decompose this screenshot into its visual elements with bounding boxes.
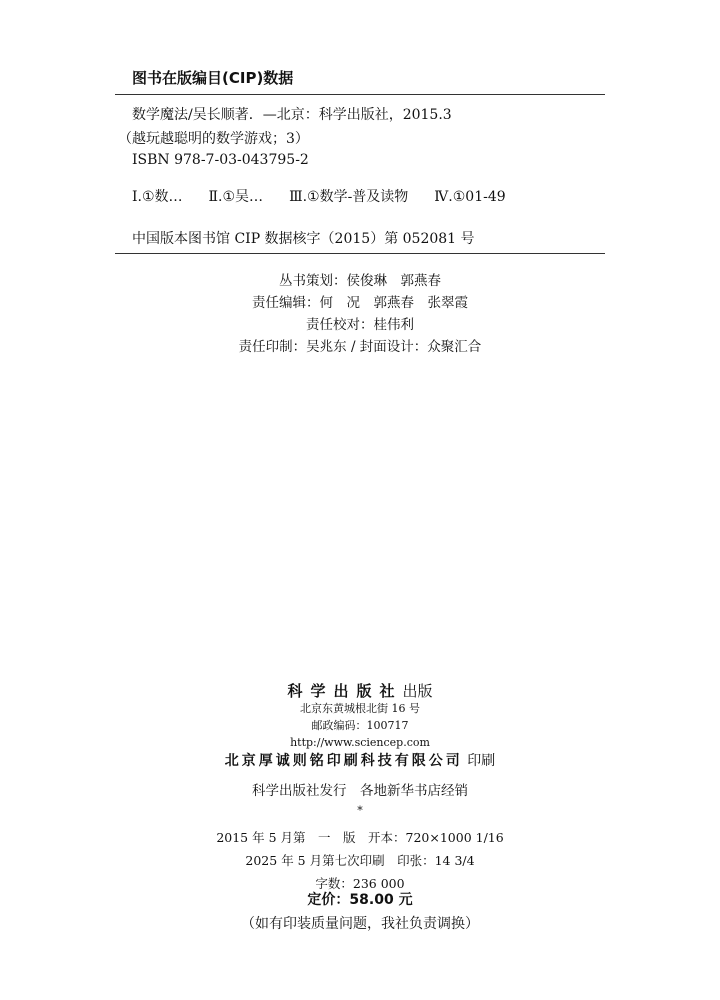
classification-item: Ⅱ.①吴… [208, 189, 264, 205]
classification-item: Ⅰ.①数… [132, 189, 183, 205]
cip-title: 图书在版编目(CIP)数据 [132, 69, 294, 87]
credit-editors: 责任编辑：何 况 郭燕春 张翠霞 [252, 295, 468, 311]
bottom-rule [115, 253, 605, 254]
publisher-suffix: 出版 [402, 682, 433, 700]
publisher-address-block [0, 700, 720, 751]
cip-isbn: ISBN 978-7-03-043795-2 [132, 152, 309, 168]
printer-line [0, 750, 720, 770]
price: 定价：58.00 元 [307, 892, 413, 908]
cip-line-series: （越玩越聪明的数学游戏；3） [118, 131, 309, 147]
publisher-postcode: 邮政编码：100717 [311, 719, 409, 732]
credit-series-planning: 丛书策划：侯俊琳 郭燕春 [279, 273, 441, 289]
printer-name: 北京厚诚则铭印刷科技有限公司 [224, 753, 463, 769]
cip-line-title: 数学魔法/吴长顺著．—北京：科学出版社，2015.3 [132, 107, 452, 123]
edition-printing: 2025 年 5 月第七次印刷 印张：14 3/4 [245, 853, 475, 868]
cip-record-number: 中国版本图书馆 CIP 数据核字（2015）第 052081 号 [132, 231, 475, 247]
publisher-name: 科学出版社 [287, 682, 403, 700]
printer-suffix: 印刷 [467, 753, 496, 769]
credit-production: 责任印制：吴兆东 / 封面设计：众聚汇合 [238, 339, 482, 355]
classification-item: Ⅳ.①01-49 [434, 189, 506, 205]
separator-star: * [357, 804, 363, 817]
cip-classification [132, 186, 532, 206]
word-count: 字数：236 000 [315, 876, 405, 891]
publisher-line [0, 680, 720, 701]
distribution: 科学出版社发行 各地新华书店经销 [252, 783, 468, 799]
credits [0, 270, 720, 358]
credit-proofreader: 责任校对：桂伟利 [306, 317, 414, 333]
quality-note: （如有印装质量问题，我社负责调换） [241, 916, 479, 932]
edition-block [0, 826, 720, 895]
publisher-address: 北京东黄城根北街 16 号 [300, 702, 420, 715]
edition-first: 2015 年 5 月第 一 版 开本：720×1000 1/16 [216, 830, 504, 845]
publisher-url: http://www.sciencep.com [290, 736, 430, 749]
top-rule [115, 94, 605, 95]
classification-item: Ⅲ.①数学-普及读物 [289, 189, 409, 205]
